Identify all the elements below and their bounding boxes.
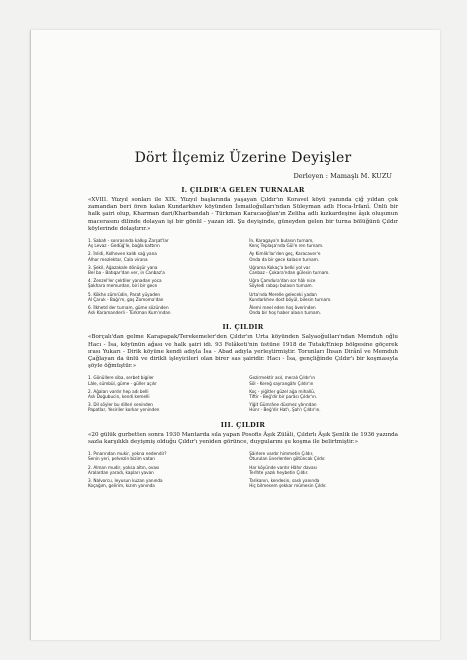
stanza <box>88 478 237 488</box>
section-intro: «20 gülük gurbetten sonra 1930 Mantarda sıla yapan Posofis Âşık Zülâli, Çıldırlı Âşık Şenlik ile 1936 yazında sazla karşılıklı deyişmiş olduğu Çıldır'ı yeniden görünce, duygularını şu koşma ile belirtmiştir.» <box>88 431 398 445</box>
section-3 <box>88 421 398 492</box>
stanza <box>249 278 398 288</box>
verse-line: 3. Dil söyler bu dilleri seninden <box>88 402 153 408</box>
verse-line: Koç - yiğitler güzel ağa mihallü, <box>249 388 316 394</box>
verse-line: Tiftir - Beğ'dir bir parâsı Çıldır'ın. <box>249 394 318 400</box>
article-title: Dört İlçemiz Üzerine Deyişler <box>134 150 352 166</box>
verse-line: Şâirlere vardır himmetin Çıldır, <box>249 451 314 457</box>
verse-line: Şakhara memurdan, biri bir gece <box>88 283 158 289</box>
stanza <box>88 292 237 302</box>
verse-columns <box>88 375 398 415</box>
stanza <box>249 465 398 475</box>
verse-line: Kenç Teplaşa'nda Gül'e ren turnam. <box>249 243 324 249</box>
verse-line: 1. Gönüllere siba, serbet bigiler <box>88 375 154 381</box>
section-intro: «Borçalı'dan gelme Karapapak/Terekemeler'den Çıldır'ın Urta köyünden Salyaoğulları'ndan Memduh oğlu Hacı - İsa, köyünün ağası ve halk şairi idi. 93 Felâketi'nin üstüne 1918 de Tutak/Eniep bölgesine göçerek ırası Yukarı - Dirik köyüne kendi adıyla İsa - Abad adıyla yerleştirmiştir. Torunları İhsan Dirânî ve Memduh Çağlayan da ünlü ve dirikli işleyicileri olan birer sas şairidir. Hacı - İsa, gençliğinde Çıldır'ı bir koşmasıyla şöyle öğmüştür.» <box>88 334 398 370</box>
stanza <box>88 465 237 475</box>
verse-line: Yiğit Gümrâne düsmez yârından <box>249 402 317 408</box>
stanza <box>249 389 398 399</box>
verse-line: Al Çaruk - Bağı'm, gaş Zomoma'dan <box>88 296 164 302</box>
verse-line: Bel ba - Batıqar'dan ver, in Canbaz'a <box>88 270 165 276</box>
stanza <box>249 238 398 248</box>
verse-line: Aslı Karamanderli - Türkman Kum'ından <box>88 310 171 316</box>
section-1 <box>88 186 398 318</box>
article-sections <box>88 186 398 491</box>
verse-line: Har köyünde vardır Hâhır davası <box>249 464 317 470</box>
section-intro: «XVIII. Yüzyıl sonları ile XIX. Yüzyıl başlarında yaşayan Çıldır'ın Koravel köyü yanında çiğ yıldan çok zamandan beri ören kalan Kundarkhev köyünden İsmailoğulları'ndan Süleyman adlı Hoca-İrfanî. Ünlü bir halk şairi olup, Kharman dari/Kharbandah - Türkman Karacaoğlan'ın Zeliha adlı kızkardeşine âşık oluşunun macerasını dilinde dolayan işi bir gönül - yazan idi. Şu deyişinde, güneyden gelen bir turna bölüğünü Çıldır köylerinde dolaştırır.» <box>88 197 398 232</box>
stanza <box>88 251 237 261</box>
verse-line: Aslı Doğubucin, kendi kemelli <box>88 394 150 400</box>
stanza <box>88 265 237 275</box>
verse-line: Canbaz - Çokara'ndan gülesin turnam. <box>249 270 330 276</box>
verse-line: 4. Zenzel'ler çektiler yanadan yoca <box>88 278 162 284</box>
verse-line: 2. Ağaları vardır hep adı belli <box>88 388 149 394</box>
verse-column-right <box>249 238 398 318</box>
verse-line: Söyledi rabaşı bulasın turnam. <box>249 283 313 289</box>
verse-columns <box>88 238 398 318</box>
stanza <box>88 451 237 461</box>
verse-line: Urta'nda Merelle geleceki yadan <box>249 291 317 297</box>
verse-column-right <box>249 375 398 415</box>
stanza <box>249 478 398 488</box>
stanza <box>249 251 398 261</box>
verse-line: Uğrama Kokaç'a belki yol var <box>249 264 311 270</box>
stanza <box>249 451 398 461</box>
verse-column-right <box>249 451 398 491</box>
verse-column-left <box>88 451 237 491</box>
stanza <box>88 305 237 315</box>
section-heading: II. ÇILDIR <box>222 323 264 332</box>
verse-line: Âlemi meel eden hoş âverinden <box>249 305 316 311</box>
stanza <box>88 238 237 248</box>
verse-line: Aş Levaz - Gedüğ'le, bağla kattırın <box>88 243 160 249</box>
verse-line: 6. İlkhetd der turnam, güme sözünden <box>88 305 169 311</box>
stanza <box>88 375 237 385</box>
verse-line: Gezirmektir asıl, meralı Çıldır'ın <box>249 375 316 381</box>
verse-line: 2. İnlidi, Kolheven kaldı sağ yana <box>88 251 157 257</box>
article <box>88 150 398 496</box>
verse-columns <box>88 451 398 491</box>
verse-line: 1. Sabah - sonrasında kalkıp Zarşat'lar <box>88 238 169 244</box>
verse-line: Terîhte yazılı heybetin Çıldır. <box>249 469 309 475</box>
verse-line: 2. Alman mudir, yoksa altın, ovası <box>88 464 160 470</box>
page-edge <box>30 30 31 640</box>
verse-line: Oturulan ünerlerden götüncak Çıldır. <box>249 456 326 462</box>
verse-line: İn, Karagaya'n bulasın turnam, <box>249 238 314 244</box>
verse-line: 1. Pınarından mukir, yokna nedendir? <box>88 451 167 457</box>
stanza <box>88 389 237 399</box>
verse-line: 3. Şekil, Ağazakale dönüşür yana <box>88 264 158 270</box>
verse-line: Lâle, sümbül, güme - güller açılır <box>88 380 157 386</box>
verse-line: Papatlar, Yesiriler korkar yeninden <box>88 407 160 413</box>
verse-line: Aralardan yaradı, kapları yavan <box>88 469 154 475</box>
verse-line: Senin yeri, pelvezin bizim vatan <box>88 456 155 462</box>
section-2 <box>88 323 398 415</box>
verse-line: 3. Nalvorcu, leyusun kuzan yanında <box>88 477 163 483</box>
verse-line: Uğra Çamdura'dan sor hâlı nice <box>249 278 316 284</box>
verse-line: Tarikanın, kendesin, saslı yanında <box>249 477 320 483</box>
verse-line: Onda bir hoş haber alasın turnam. <box>249 310 322 316</box>
verse-line: Hiç bilmesem şekkar mümesin Çıldır. <box>249 483 327 489</box>
verse-line: Koçağım, gelirim, kızım yanında <box>88 483 155 489</box>
verse-line: 5. Kökhe zümrüdin, Parat yüyaden <box>88 291 161 297</box>
section-heading: III. ÇILDIR <box>220 420 266 429</box>
verse-line: Söl - Kereğ sayrangâhı Çıldır'ın <box>249 380 314 386</box>
verse-line: Hûnr - Beğ'dir Hat'ı, Şah'ı Çıldır'ın. <box>249 407 321 413</box>
author-credit: Derleyen : Mamaşlı M. KUZU <box>293 172 392 180</box>
section-heading: I. ÇILDIR'A GELEN TURNALAR <box>181 186 305 194</box>
verse-column-left <box>88 375 237 415</box>
stanza <box>88 278 237 288</box>
stanza <box>88 402 237 412</box>
stanza <box>249 292 398 302</box>
stanza <box>249 265 398 275</box>
verse-line: Onda da bir gece kalasın turnam. <box>249 256 320 262</box>
verse-line: Ay Kimlik'lar'den geç, Karacaver'e <box>249 251 321 257</box>
stanza <box>249 305 398 315</box>
verse-line: Alhor mezlektar, Cala virana <box>88 256 148 262</box>
verse-column-left <box>88 238 237 318</box>
stanza <box>249 402 398 412</box>
verse-line: Kundarkhev dost böyül, bilesin turnam. <box>249 296 332 302</box>
stanza <box>249 375 398 385</box>
